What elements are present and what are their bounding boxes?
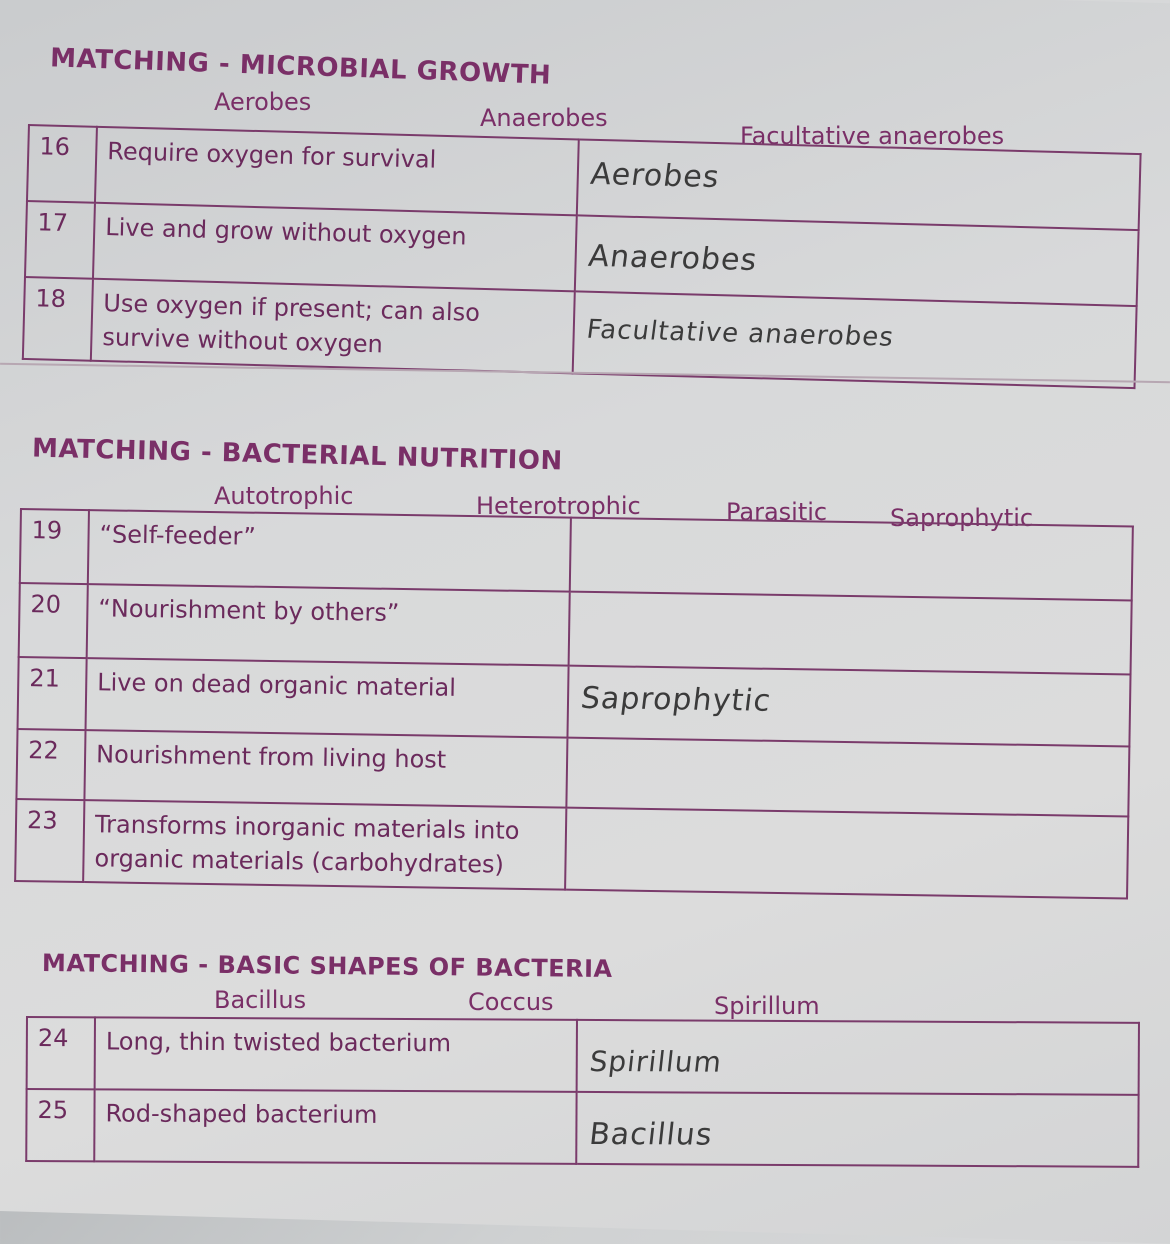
section-title-microbial-growth: MATCHING - MICROBIAL GROWTH [49, 43, 552, 91]
answer-cell[interactable] [566, 738, 1129, 817]
answer-cell[interactable] [576, 1092, 1138, 1167]
answer-cell[interactable] [569, 592, 1132, 675]
row-description: Live on dead organic material [86, 658, 569, 738]
row-description: “Self-feeder” [88, 510, 571, 592]
choice-facultative-anaerobes: Facultative anaerobes [740, 122, 1005, 150]
handwritten-answer: Saprophytic [578, 680, 774, 719]
row-number: 21 [18, 657, 87, 730]
handwritten-answer: Anaerobes [586, 238, 760, 279]
choice-bacillus: Bacillus [214, 986, 307, 1014]
choice-saprophytic: Saprophytic [890, 504, 1034, 532]
row-number: 17 [25, 201, 95, 279]
table-microbial-growth [22, 124, 1142, 389]
answer-cell[interactable] [577, 1020, 1139, 1095]
answer-cell[interactable] [577, 139, 1141, 230]
handwritten-answer: Aerobes [588, 156, 722, 196]
row-number: 25 [26, 1089, 94, 1161]
row-description: Live and grow without oxygen [93, 203, 577, 292]
section-title-bacterial-nutrition: MATCHING - BACTERIAL NUTRITION [31, 433, 564, 477]
handwritten-answer: Bacillus [587, 1116, 715, 1153]
row-description: Transforms inorganic materials into organic materials (carbohydrates) [83, 800, 566, 890]
handwritten-answer: Facultative anaerobes [584, 314, 896, 353]
choice-anaerobes: Anaerobes [480, 104, 608, 132]
row-description: Rod-shaped bacterium [94, 1089, 576, 1164]
choice-heterotrophic: Heterotrophic [476, 492, 641, 520]
choice-parasitic: Parasitic [726, 498, 828, 526]
row-number: 19 [20, 509, 89, 584]
answer-cell[interactable] [575, 215, 1139, 306]
answer-cell[interactable] [570, 518, 1133, 601]
table-row [26, 1089, 1138, 1167]
row-description: Long, thin twisted bacterium [95, 1017, 577, 1092]
row-number: 20 [19, 583, 88, 658]
table-row [27, 1017, 1139, 1095]
row-number: 16 [27, 125, 97, 203]
table-basic-shapes [25, 1016, 1140, 1168]
row-number: 23 [15, 799, 84, 882]
answer-cell[interactable] [565, 808, 1128, 899]
choice-autotrophic: Autotrophic [214, 482, 354, 510]
row-description: “Nourishment by others” [87, 584, 570, 666]
section-title-basic-shapes: MATCHING - BASIC SHAPES OF BACTERIA [41, 949, 613, 983]
row-number: 24 [27, 1017, 95, 1089]
row-description: Use oxygen if present; can also survive without oxygen [91, 279, 575, 374]
row-description: Require oxygen for survival [95, 127, 579, 216]
row-number: 22 [16, 729, 85, 800]
answer-cell[interactable] [567, 666, 1130, 747]
table-row [15, 799, 1128, 898]
row-description: Nourishment from living host [84, 730, 567, 808]
choice-coccus: Coccus [468, 988, 554, 1016]
choice-spirillum: Spirillum [714, 992, 820, 1020]
row-number: 18 [23, 277, 93, 361]
table-bacterial-nutrition [14, 508, 1134, 899]
choice-aerobes: Aerobes [214, 88, 312, 116]
handwritten-answer: Spirillum [587, 1044, 724, 1079]
